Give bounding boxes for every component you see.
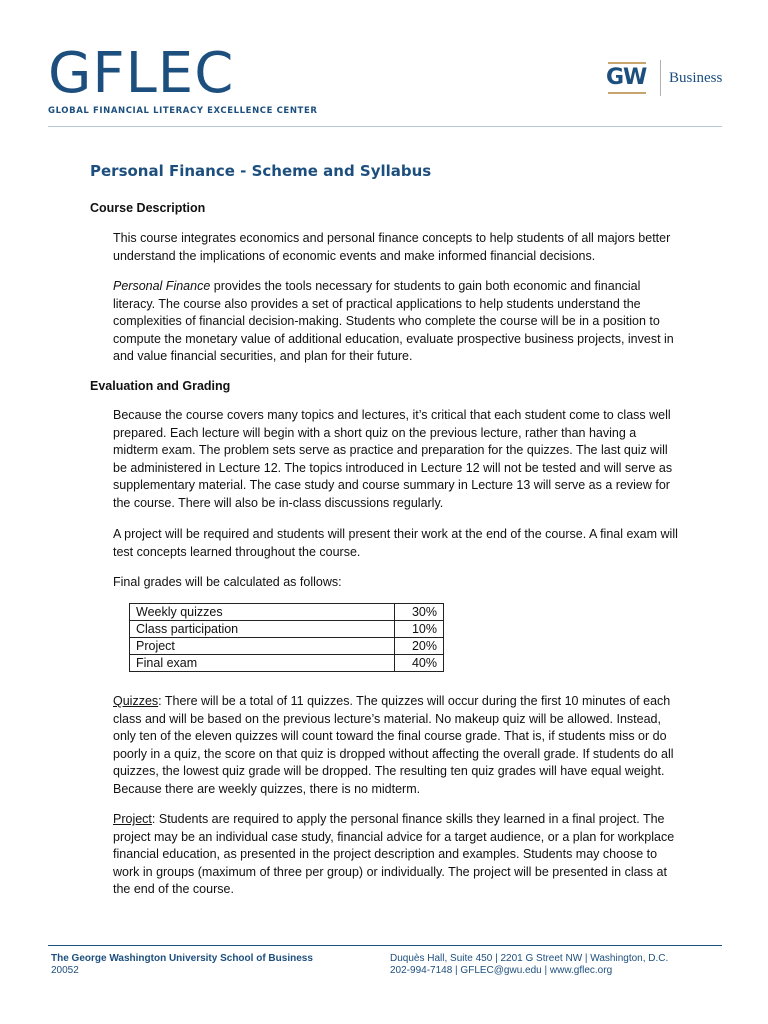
course-description-p2 <box>113 278 681 366</box>
grade-item: Final exam <box>130 655 395 672</box>
footer-address: Duquès Hall, Suite 450 | 2201 G Street NW | Washington, D.C. <box>390 953 669 964</box>
grades-table <box>129 603 444 672</box>
table-row <box>130 604 444 621</box>
gw-mark-icon <box>604 58 650 98</box>
grade-weight: 40% <box>395 655 444 672</box>
course-name-italic: Personal Finance <box>113 279 211 293</box>
gw-top-bar <box>608 62 646 64</box>
table-row <box>130 621 444 638</box>
footer-contact-block <box>390 953 668 977</box>
footer-contact: 202-994-7148 | GFLEC@gwu.edu | www.gflec.org <box>390 965 613 976</box>
footer-divider <box>48 945 722 946</box>
course-description-p1: This course integrates economics and personal finance concepts to help students of all majors better understand the implications of economic events and make informed financial decisions. <box>113 231 671 263</box>
logo-separator <box>660 60 661 96</box>
project-paragraph <box>113 811 681 899</box>
course-description-heading: Course Description <box>90 201 206 215</box>
evaluation-p2: A project will be required and students will present their work at the end of the course. A final exam will test concepts learned throughout the course. <box>113 527 678 559</box>
header-divider <box>48 126 722 127</box>
footer-org: The George Washington University School of Business <box>51 953 313 964</box>
gw-letters: GW <box>606 65 647 90</box>
footer-org-block <box>51 953 313 977</box>
gw-business-logo <box>604 58 722 98</box>
quizzes-text: : There will be a total of 11 quizzes. The quizzes will occur during the first 10 minutes of each class and will be based on the previous lecture’s material. No makeup quiz will be allowed. Instead, only ten of the eleven quizzes will count toward the final course grade. That is, if students miss or do poorly in a quiz, the score on that quiz is dropped without affecting the overall grade. If students do all quizzes, the lowest quiz grade will be dropped. The resulting ten quiz grades will have equal weight. Because there are weekly quizzes, there is no midterm. <box>113 694 674 796</box>
evaluation-p3: Final grades will be calculated as follows: <box>113 575 342 589</box>
gflec-logo <box>48 41 318 116</box>
logo-wordmark: GFLEC <box>48 41 235 106</box>
project-label: Project <box>113 812 152 826</box>
table-row <box>130 655 444 672</box>
grade-weight: 20% <box>395 638 444 655</box>
grade-weight: 10% <box>395 621 444 638</box>
page-title: Personal Finance - Scheme and Syllabus <box>90 162 432 180</box>
gw-business-word: Business <box>669 69 723 86</box>
table-row <box>130 638 444 655</box>
evaluation-p1: Because the course covers many topics and lectures, it’s critical that each student come to class well prepared. Each lecture will begin with a short quiz on the previous lecture, rather than having a midterm exam. The problem sets serve as practice and preparation for the quizzes. The last quiz will be administered in Lecture 12. The topics introduced in Lecture 12 will not be tested and will serve as supplementary material. The case study and course summary in Lecture 13 will serve as a review for the course. There will also be in-class discussions regularly. <box>113 408 673 510</box>
grade-item: Project <box>130 638 395 655</box>
grade-item: Class participation <box>130 621 395 638</box>
logo-subtitle: GLOBAL FINANCIAL LITERACY EXCELLENCE CENTER <box>48 106 318 116</box>
quizzes-label: Quizzes <box>113 694 159 708</box>
grade-item: Weekly quizzes <box>130 604 395 621</box>
project-text: : Students are required to apply the personal finance skills they learned in a final project. The project may be an individual case study, financial advice for a target audience, or a plan for workplace financial education, as presented in the project description and examples. Students may choose to work in groups (maximum of three per group) or individually. The project will be presented in class at the end of the course. <box>113 812 675 896</box>
footer-zip: 20052 <box>51 965 79 976</box>
gw-bottom-bar <box>608 92 646 94</box>
course-description-p2-text: provides the tools necessary for students to gain both economic and financial literacy. The course also provides a set of practical applications to help students understand the complexities of financial decision-making. Students who complete the course will be in a position to compute the monetary value of additional education, evaluate prospective business projects, invest in and value financial securities, and plan for their future. <box>113 279 674 363</box>
quizzes-paragraph <box>113 693 681 798</box>
grade-weight: 30% <box>395 604 444 621</box>
evaluation-heading: Evaluation and Grading <box>90 379 231 393</box>
